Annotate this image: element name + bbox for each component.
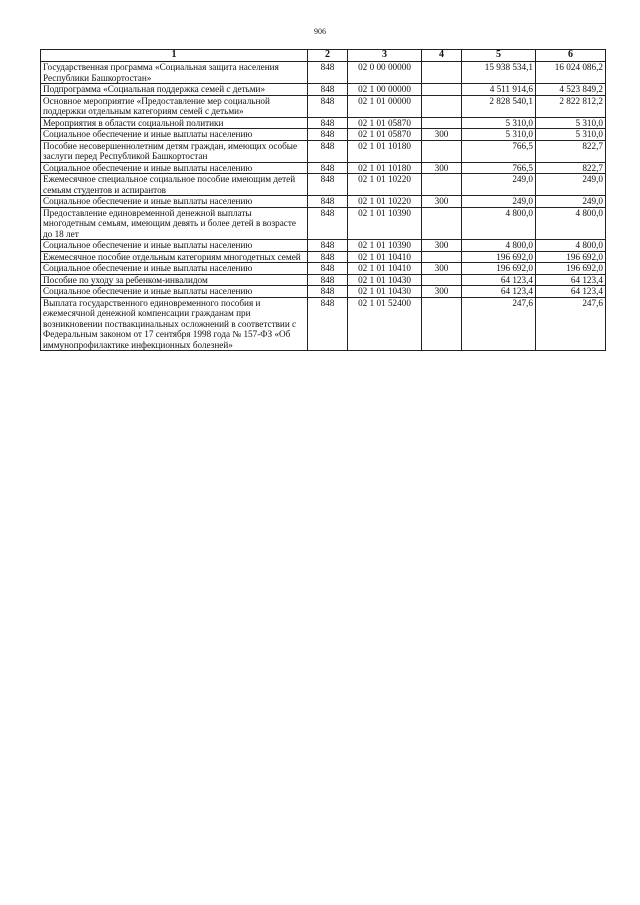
ministry-code-cell: 848: [308, 117, 348, 129]
row-name-cell: Государственная программа «Социальная защита населения Республики Башкортостан»: [41, 62, 308, 84]
row-name-cell: Социальное обеспечение и иные выплаты населению: [41, 286, 308, 298]
page-number: 906: [314, 27, 326, 36]
ministry-code-cell: 848: [308, 263, 348, 275]
expense-type-cell: 300: [422, 129, 462, 141]
column-header-6: 6: [536, 50, 606, 62]
amount-year2-cell: 4 800,0: [536, 240, 606, 252]
target-code-cell: 02 1 01 10390: [348, 207, 422, 240]
table-row: [41, 196, 606, 208]
ministry-code-cell: 848: [308, 274, 348, 286]
row-name-cell: Ежемесячное специальное социальное пособие имеющим детей семьям студентов и аспирантов: [41, 174, 308, 196]
table-row: [41, 207, 606, 240]
expense-type-cell: [422, 174, 462, 196]
row-name-cell: Подпрограмма «Социальная поддержка семей с детьми»: [41, 84, 308, 96]
ministry-code-cell: 848: [308, 297, 348, 351]
target-code-cell: 02 1 01 05870: [348, 117, 422, 129]
table-header-row: [41, 50, 606, 62]
row-name-cell: Мероприятия в области социальной политики: [41, 117, 308, 129]
target-code-cell: 02 1 01 10180: [348, 140, 422, 162]
expense-type-cell: [422, 274, 462, 286]
expense-type-cell: [422, 297, 462, 351]
target-code-cell: 02 1 01 10410: [348, 251, 422, 263]
table-row: [41, 297, 606, 351]
amount-year1-cell: 196 692,0: [462, 263, 536, 275]
target-code-cell: 02 1 01 05870: [348, 129, 422, 141]
row-name-cell: Социальное обеспечение и иные выплаты населению: [41, 196, 308, 208]
amount-year2-cell: 822,7: [536, 162, 606, 174]
amount-year2-cell: 4 523 849,2: [536, 84, 606, 96]
amount-year2-cell: 4 800,0: [536, 207, 606, 240]
table-row: [41, 162, 606, 174]
amount-year1-cell: 5 310,0: [462, 117, 536, 129]
target-code-cell: 02 1 01 00000: [348, 95, 422, 117]
amount-year2-cell: 196 692,0: [536, 263, 606, 275]
amount-year1-cell: 766,5: [462, 140, 536, 162]
amount-year2-cell: 249,0: [536, 174, 606, 196]
table-row: [41, 129, 606, 141]
ministry-code-cell: 848: [308, 95, 348, 117]
amount-year2-cell: 2 822 812,2: [536, 95, 606, 117]
expense-type-cell: 300: [422, 286, 462, 298]
amount-year2-cell: 64 123,4: [536, 286, 606, 298]
row-name-cell: Пособие несовершеннолетним детям граждан, имеющих особые заслуги перед Республикой Башкортостан: [41, 140, 308, 162]
column-header-4: 4: [422, 50, 462, 62]
ministry-code-cell: 848: [308, 174, 348, 196]
row-name-cell: Социальное обеспечение и иные выплаты населению: [41, 240, 308, 252]
ministry-code-cell: 848: [308, 196, 348, 208]
row-name-cell: Пособие по уходу за ребенком-инвалидом: [41, 274, 308, 286]
expense-type-cell: 300: [422, 240, 462, 252]
expense-type-cell: [422, 207, 462, 240]
row-name-cell: Предоставление единовременной денежной выплаты многодетным семьям, имеющим девять и более детей в возрасте до 18 лет: [41, 207, 308, 240]
target-code-cell: 02 1 01 10390: [348, 240, 422, 252]
target-code-cell: 02 1 01 52400: [348, 297, 422, 351]
target-code-cell: 02 0 00 00000: [348, 62, 422, 84]
expense-type-cell: [422, 62, 462, 84]
column-header-3: 3: [348, 50, 422, 62]
amount-year2-cell: 5 310,0: [536, 129, 606, 141]
expense-type-cell: [422, 251, 462, 263]
amount-year1-cell: 5 310,0: [462, 129, 536, 141]
target-code-cell: 02 1 01 10220: [348, 196, 422, 208]
target-code-cell: 02 1 01 10410: [348, 263, 422, 275]
table-row: [41, 274, 606, 286]
amount-year1-cell: 4 800,0: [462, 207, 536, 240]
column-header-1: 1: [41, 50, 308, 62]
expense-type-cell: [422, 95, 462, 117]
row-name-cell: Ежемесячное пособие отдельным категориям многодетных семей: [41, 251, 308, 263]
expense-type-cell: [422, 84, 462, 96]
amount-year1-cell: 249,0: [462, 196, 536, 208]
column-header-5: 5: [462, 50, 536, 62]
column-header-2: 2: [308, 50, 348, 62]
table-row: [41, 174, 606, 196]
amount-year1-cell: 766,5: [462, 162, 536, 174]
ministry-code-cell: 848: [308, 62, 348, 84]
expense-type-cell: 300: [422, 162, 462, 174]
ministry-code-cell: 848: [308, 207, 348, 240]
expense-type-cell: [422, 117, 462, 129]
expense-type-cell: 300: [422, 196, 462, 208]
table-row: [41, 117, 606, 129]
amount-year2-cell: 249,0: [536, 196, 606, 208]
target-code-cell: 02 1 01 10220: [348, 174, 422, 196]
amount-year1-cell: 15 938 534,1: [462, 62, 536, 84]
amount-year1-cell: 196 692,0: [462, 251, 536, 263]
target-code-cell: 02 1 01 10430: [348, 274, 422, 286]
amount-year1-cell: 64 123,4: [462, 286, 536, 298]
amount-year2-cell: 196 692,0: [536, 251, 606, 263]
target-code-cell: 02 1 01 10180: [348, 162, 422, 174]
table-row: [41, 251, 606, 263]
row-name-cell: Социальное обеспечение и иные выплаты населению: [41, 129, 308, 141]
amount-year1-cell: 64 123,4: [462, 274, 536, 286]
row-name-cell: Социальное обеспечение и иные выплаты населению: [41, 263, 308, 275]
ministry-code-cell: 848: [308, 129, 348, 141]
target-code-cell: 02 1 01 10430: [348, 286, 422, 298]
ministry-code-cell: 848: [308, 84, 348, 96]
amount-year2-cell: 5 310,0: [536, 117, 606, 129]
table-body: [41, 62, 606, 351]
row-name-cell: Социальное обеспечение и иные выплаты населению: [41, 162, 308, 174]
amount-year2-cell: 822,7: [536, 140, 606, 162]
amount-year1-cell: 249,0: [462, 174, 536, 196]
amount-year2-cell: 16 024 086,2: [536, 62, 606, 84]
ministry-code-cell: 848: [308, 240, 348, 252]
table-row: [41, 140, 606, 162]
table-row: [41, 263, 606, 275]
expense-type-cell: 300: [422, 263, 462, 275]
ministry-code-cell: 848: [308, 251, 348, 263]
ministry-code-cell: 848: [308, 162, 348, 174]
amount-year1-cell: 2 828 540,1: [462, 95, 536, 117]
amount-year1-cell: 4 800,0: [462, 240, 536, 252]
amount-year2-cell: 247,6: [536, 297, 606, 351]
ministry-code-cell: 848: [308, 286, 348, 298]
target-code-cell: 02 1 00 00000: [348, 84, 422, 96]
amount-year1-cell: 4 511 914,6: [462, 84, 536, 96]
table-row: [41, 62, 606, 84]
table-row: [41, 286, 606, 298]
table-row: [41, 240, 606, 252]
row-name-cell: Основное мероприятие «Предоставление мер социальной поддержки отдельным категориям семей с детьми»: [41, 95, 308, 117]
amount-year2-cell: 64 123,4: [536, 274, 606, 286]
ministry-code-cell: 848: [308, 140, 348, 162]
table-row: [41, 95, 606, 117]
expense-type-cell: [422, 140, 462, 162]
budget-table: [40, 49, 606, 351]
row-name-cell: Выплата государственного единовременного пособия и ежемесячной денежной компенсации гражданам при возникновении поствакцинальных осложнений в соответствии с Федеральным законом от 17 сентября 1998 года № 157-ФЗ «Об иммунопрофилактике инфекционных болезней»: [41, 297, 308, 351]
amount-year1-cell: 247,6: [462, 297, 536, 351]
table-row: [41, 84, 606, 96]
